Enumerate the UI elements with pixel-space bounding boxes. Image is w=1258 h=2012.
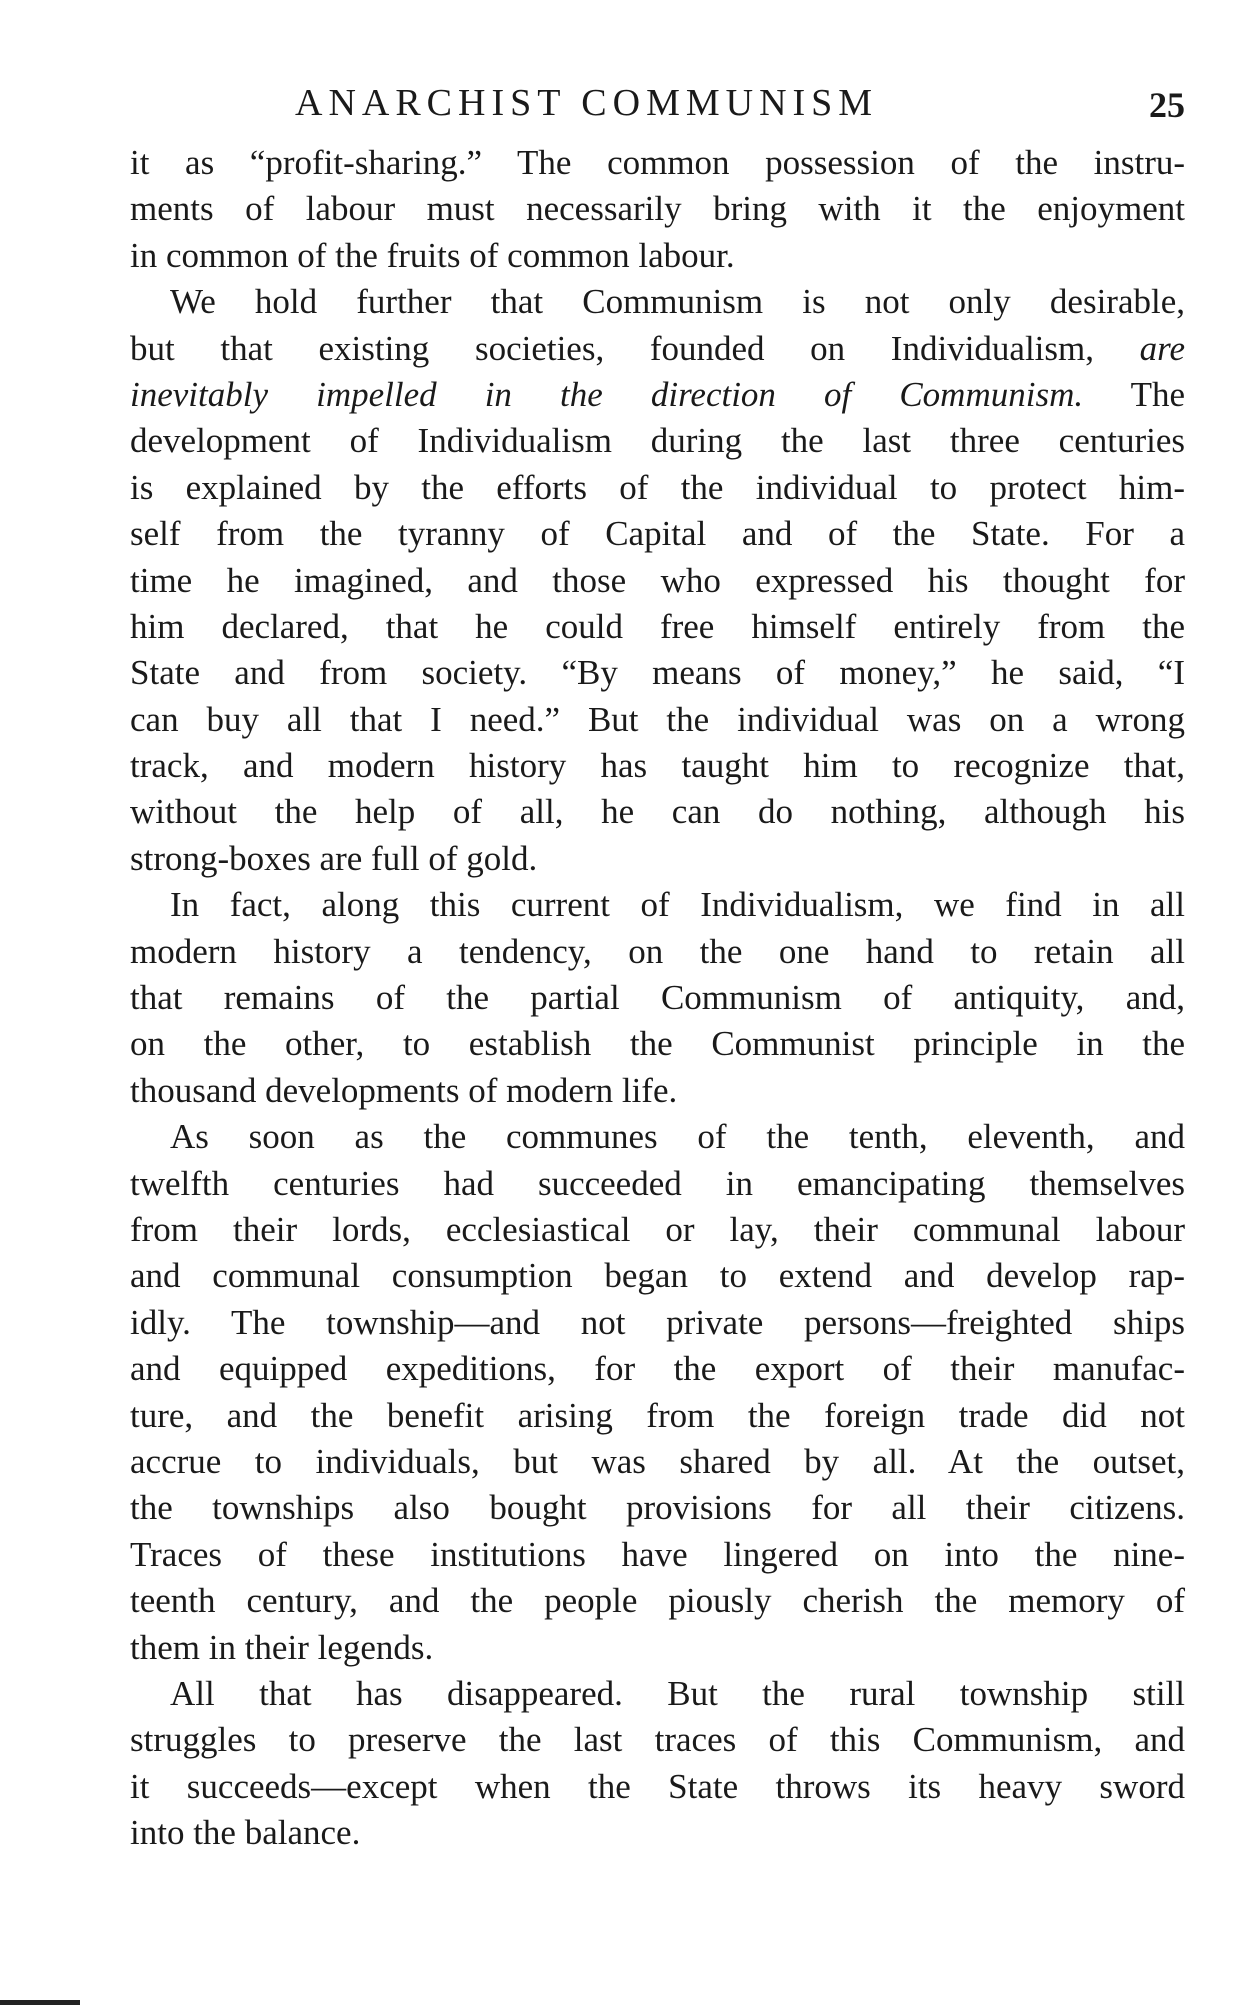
text-line: him declared, that he could free himself entirely from the xyxy=(130,606,1185,646)
text-line: into the balance. xyxy=(130,1813,361,1853)
italic-text: inevitably impelled in the direction of Communism. xyxy=(130,374,1084,414)
text-line: twelfth centuries had succeeded in emancipating themselves xyxy=(130,1163,1185,1203)
text-line: We hold further that Communism is not only desirable, xyxy=(170,282,1185,322)
text-line: in common of the fruits of common labour. xyxy=(130,235,735,275)
text-line: ture, and the benefit arising from the foreign trade did not xyxy=(130,1395,1185,1435)
text-line: modern history a tendency, on the one hand to retain all xyxy=(130,931,1185,971)
body-text xyxy=(130,140,1185,1856)
page-number: 25 xyxy=(1149,85,1185,125)
text-line: from their lords, ecclesiastical or lay, their communal labour xyxy=(130,1209,1185,1249)
text-line: strong-boxes are full of gold. xyxy=(130,838,538,878)
text-line: but that existing societies, founded on Individualism, are xyxy=(130,328,1185,368)
text-line: As soon as the communes of the tenth, eleventh, and xyxy=(170,1117,1185,1157)
text-line: it as “profit-sharing.” The common possession of the instru- xyxy=(130,143,1185,182)
text-line: Traces of these institutions have lingered on into the nine- xyxy=(130,1534,1185,1574)
text-line: them in their legends. xyxy=(130,1627,434,1667)
text-line: teenth century, and the people piously cherish the memory of xyxy=(130,1581,1185,1621)
text-line: track, and modern history has taught him to recognize that, xyxy=(130,746,1185,786)
text-line: idly. The township—and not private persons—freighted ships xyxy=(130,1302,1185,1342)
text-line: struggles to preserve the last traces of this Communism, and xyxy=(130,1720,1185,1760)
text-line: is explained by the efforts of the individual to protect him- xyxy=(130,467,1185,507)
running-head xyxy=(130,78,1185,128)
text-line: accrue to individuals, but was shared by all. At the outset, xyxy=(130,1441,1185,1481)
text-line: thousand developments of modern life. xyxy=(130,1070,678,1110)
text-line: it succeeds—except when the State throws its heavy sword xyxy=(130,1766,1185,1806)
text-line: without the help of all, he can do nothing, although his xyxy=(130,792,1185,832)
text-line: can buy all that I need.” But the individual was on a wrong xyxy=(130,699,1185,739)
text-line: development of Individualism during the last three centuries xyxy=(130,421,1185,461)
text-line: that remains of the partial Communism of antiquity, and, xyxy=(130,978,1185,1018)
text-line: and communal consumption began to extend and develop rap- xyxy=(130,1256,1185,1296)
italic-text: are xyxy=(1139,328,1185,368)
text-line: inevitably impelled in the direction of Communism. The xyxy=(130,374,1185,414)
text-line: All that has disappeared. But the rural township still xyxy=(170,1673,1185,1713)
text-line: time he imagined, and those who expressed his thought for xyxy=(130,560,1185,600)
scan-edge-mark xyxy=(0,2000,80,2005)
running-title: ANARCHIST COMMUNISM xyxy=(295,82,879,124)
text-line: on the other, to establish the Communist principle in the xyxy=(130,1024,1185,1064)
text-line: self from the tyranny of Capital and of the State. For a xyxy=(130,514,1185,554)
text-line: State and from society. “By means of money,” he said, “I xyxy=(130,653,1185,693)
text-line: the townships also bought provisions for all their citizens. xyxy=(130,1488,1185,1528)
text-line: and equipped expeditions, for the export of their manufac- xyxy=(130,1349,1185,1389)
text-line: In fact, along this current of Individualism, we find in all xyxy=(170,885,1185,925)
text-line: ments of labour must necessarily bring with it the enjoyment xyxy=(130,189,1185,229)
